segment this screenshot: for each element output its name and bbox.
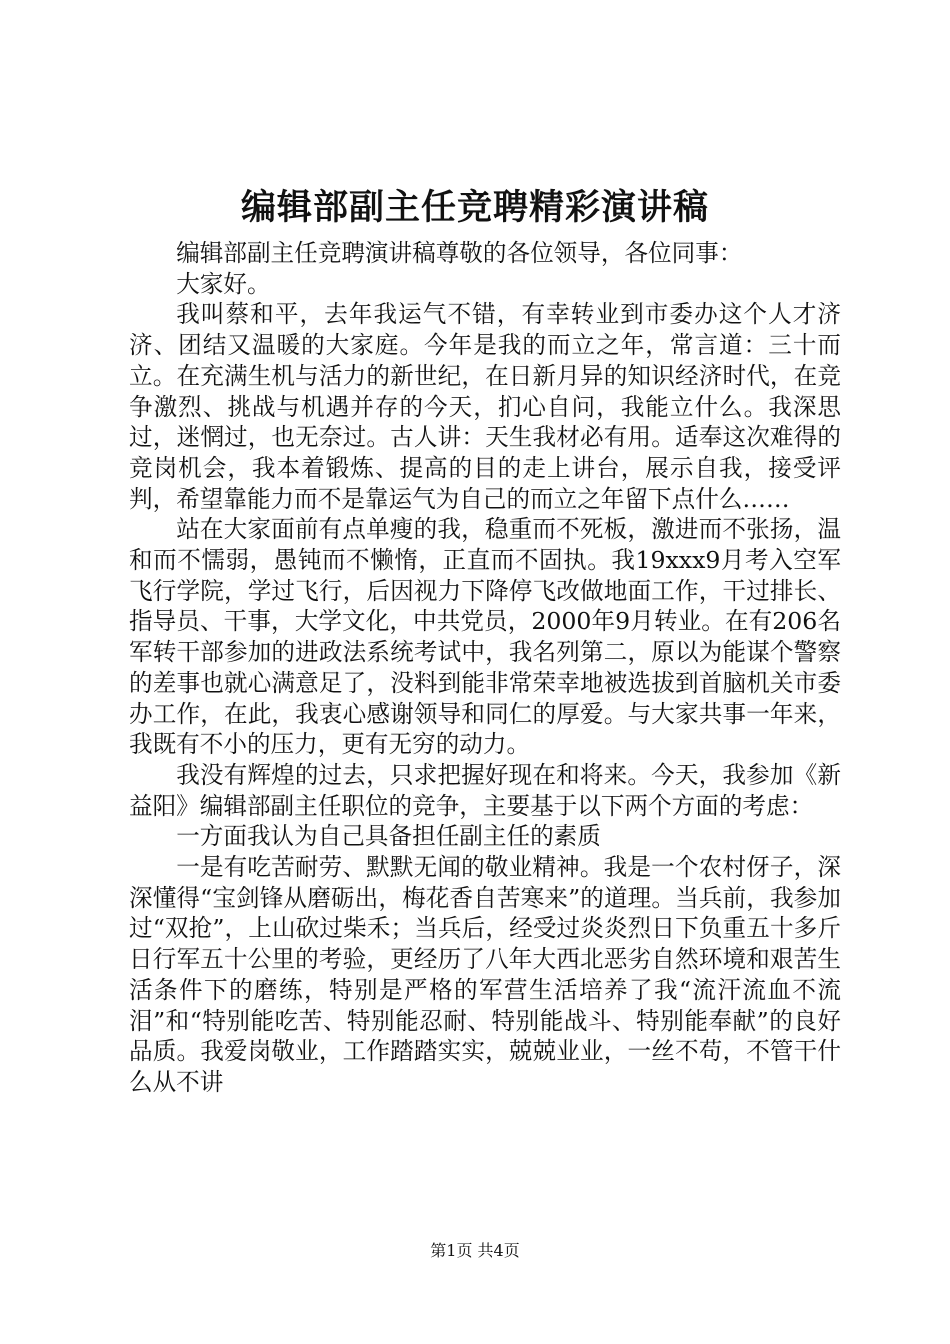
paragraph-motivation: 我没有辉煌的过去，只求把握好现在和将来。今天，我参加《新益阳》编辑部副主任职位的竞争，主要基于以下两个方面的考虑： [129,760,841,820]
document-title: 编辑部副主任竞聘精彩演讲稿 [240,187,709,228]
paragraph-introduction: 我叫蔡和平，去年我运气不错，有幸转业到市委办这个人才济济、团结又温暖的大家庭。今年是我的而立之年，常言道：三十而立。在充满生机与活力的新世纪，在日新月异的知识经济时代，在竞争激烈、挑战与机遇并存的今天，扪心自问，我能立什么。我深思过，迷惘过，也无奈过。古人讲：天生我材必有用。适奉这次难得的竞岗机会，我本着锻炼、提高的目的走上讲台，展示自我，接受评判，希望靠能力而不是靠运气为自己的而立之年留下点什么…… [129,300,841,513]
paragraph-section-heading: 一方面我认为自己具备担任副主任的素质 [176,822,601,851]
page-number-footer: 第1页 共4页 [430,1241,520,1260]
paragraph-point-one: 一是有吃苦耐劳、默默无闻的敬业精神。我是一个农村伢子，深深懂得“宝剑锋从磨砺出，梅花香自苦寒来”的道理。当兵前，我参加过“双抢”，上山砍过柴禾；当兵后，经受过炎炎烈日下负重五十多斤日行军五十公里的考验，更经历了八年大西北恶劣自然环境和艰苦生活条件下的磨练，特别是严格的军营生活培养了我“流汗流血不流泪”和“特别能吃苦、特别能忍耐、特别能战斗、特别能奉献”的良好品质。我爱岗敬业，工作踏踏实实，兢兢业业，一丝不苟，不管干什么从不讲 [129,853,841,1096]
paragraph-greeting-line: 编辑部副主任竞聘演讲稿尊敬的各位领导，各位同事： [176,239,743,267]
document-body [129,238,841,1098]
paragraph-hello: 大家好。 [176,269,271,298]
paragraph-background: 站在大家面前有点单瘦的我，稳重而不死板，激进而不张扬，温和而不懦弱，愚钝而不懒惰，正直而不固执。我19xxx9月考入空军飞行学院，学过飞行，后因视力下降停飞改做地面工作，干过排长、指导员、干事，大学文化，中共党员，2000年9月转业。在有206名军转干部参加的进政法系统考试中，我名列第二，原以为能谋个警察的差事也就心满意足了，没料到能非常荣幸地被选拔到首脑机关市委办工作，在此，我衷心感谢领导和同仁的厚爱。与大家共事一年来，我既有不小的压力，更有无穷的动力。 [129,515,841,759]
